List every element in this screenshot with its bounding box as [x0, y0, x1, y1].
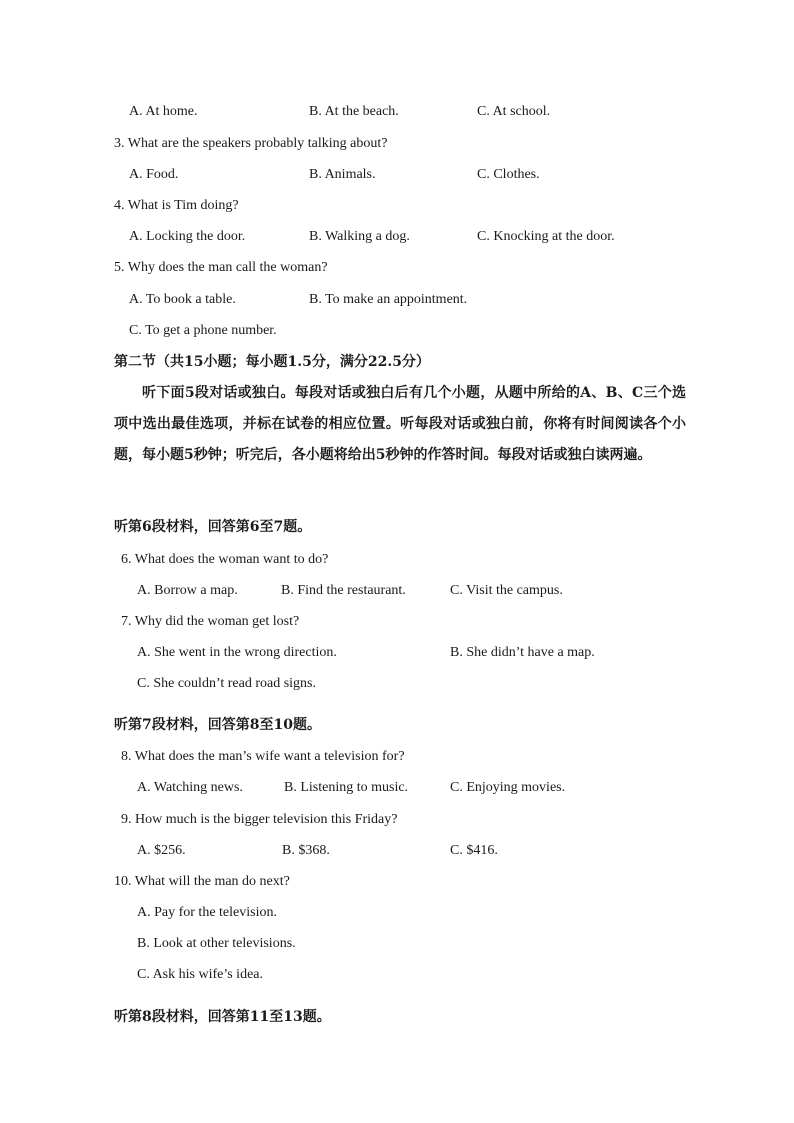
q4-option-c: C. Knocking at the door. — [477, 229, 615, 244]
q4-option-b: B. Walking a dog. — [309, 229, 410, 244]
q6-option-a: A. Borrow a map. — [137, 583, 238, 598]
q8-option-c: C. Enjoying movies. — [450, 780, 566, 795]
q4-option-a: A. Locking the door. — [129, 229, 246, 244]
q2-option-a: A. At home. — [129, 104, 198, 119]
section-heading: 第二节（共15小题；每小题1.5分，满分22.5分） — [114, 354, 430, 370]
q3-stem: 3. What are the speakers probably talking about? — [114, 136, 388, 151]
q9-stem: 9. How much is the bigger television this Friday? — [121, 812, 398, 827]
section-instructions: 听下面5段对话或独白。每段对话或独白后有几个小题，从题中所给的A、B、C三个选项中选出最佳选项，并标在试卷的相应位置。听每段对话或独白前，你将有时间阅读各个小题，每小题5秒钟；听完后，各小题将给出5秒钟的作答时间。每段对话或独白读两遍。 — [114, 385, 686, 463]
q7-stem: 7. Why did the woman get lost? — [121, 614, 300, 629]
q6-option-b: B. Find the restaurant. — [281, 583, 406, 598]
material-7-label: 听第7段材料，回答第8至10题。 — [114, 717, 321, 733]
q6-stem: 6. What does the woman want to do? — [121, 552, 329, 567]
q9-option-c: C. $416. — [450, 843, 498, 858]
q4-stem: 4. What is Tim doing? — [114, 198, 239, 213]
q6-option-c: C. Visit the campus. — [450, 583, 563, 598]
q5-option-c: C. To get a phone number. — [129, 323, 277, 338]
q3-option-b: B. Animals. — [309, 167, 376, 182]
q10-stem: 10. What will the man do next? — [114, 874, 290, 889]
q8-option-a: A. Watching news. — [137, 780, 243, 795]
q9-option-a: A. $256. — [137, 843, 186, 858]
q5-option-b: B. To make an appointment. — [309, 292, 468, 307]
q7-option-c: C. She couldn’t read road signs. — [137, 676, 316, 691]
q3-option-c: C. Clothes. — [477, 167, 540, 182]
q2-option-b: B. At the beach. — [309, 104, 399, 119]
q10-option-c: C. Ask his wife’s idea. — [137, 967, 263, 982]
q7-option-b: B. She didn’t have a map. — [450, 645, 595, 660]
q3-option-a: A. Food. — [129, 167, 179, 182]
q10-option-a: A. Pay for the television. — [137, 905, 277, 920]
q9-option-b: B. $368. — [282, 843, 330, 858]
q7-option-a: A. She went in the wrong direction. — [137, 645, 337, 660]
q8-option-b: B. Listening to music. — [284, 780, 409, 795]
q5-option-a: A. To book a table. — [129, 292, 236, 307]
q2-option-c: C. At school. — [477, 104, 551, 119]
q8-stem: 8. What does the man’s wife want a television for? — [121, 749, 405, 764]
material-8-label: 听第8段材料，回答第11至13题。 — [114, 1009, 331, 1025]
q5-stem: 5. Why does the man call the woman? — [114, 260, 328, 275]
material-6-label: 听第6段材料，回答第6至7题。 — [114, 519, 312, 535]
q10-option-b: B. Look at other televisions. — [137, 936, 296, 951]
